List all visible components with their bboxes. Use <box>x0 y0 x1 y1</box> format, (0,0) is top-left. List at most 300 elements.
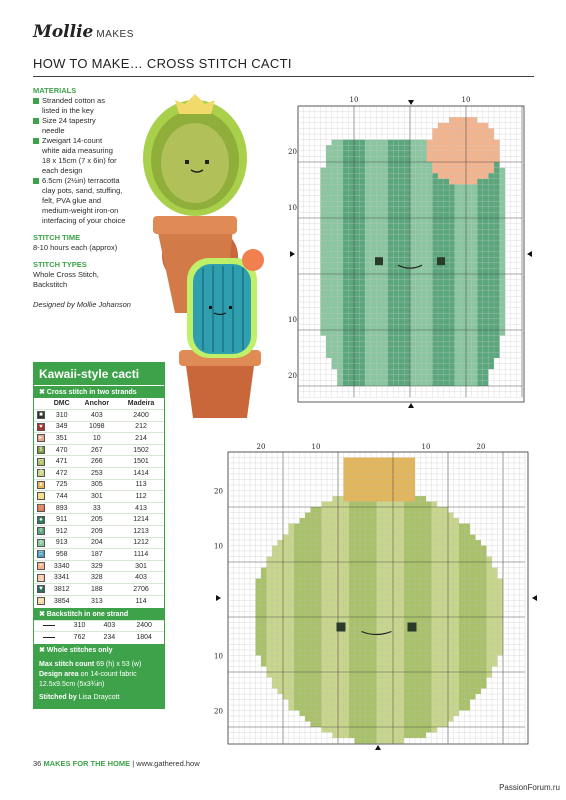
stitch-cell <box>466 285 472 291</box>
stitch-cell <box>477 313 483 319</box>
stitch-cell <box>289 540 295 546</box>
stitch-cell <box>487 579 493 585</box>
stitch-cell <box>427 168 433 174</box>
stitch-cell <box>449 117 455 123</box>
stitch-cell <box>470 656 476 662</box>
stitch-cell <box>377 529 383 535</box>
stitch-cell <box>483 268 489 274</box>
stitch-cell <box>320 240 326 246</box>
stitch-cell <box>320 235 326 241</box>
stitch-cell <box>382 285 388 291</box>
stitch-cell <box>311 639 317 645</box>
stitch-cell <box>438 179 444 185</box>
stitch-cell <box>267 612 273 618</box>
stitch-cell <box>283 579 289 585</box>
stitch-cell <box>365 347 371 353</box>
stitch-cell <box>432 584 438 590</box>
stitch-cell <box>487 584 493 590</box>
stitch-cell <box>371 496 377 502</box>
stitch-cell <box>327 617 333 623</box>
stitch-cell <box>426 568 432 574</box>
cross-stitch-heading: ✖ Cross stitch in two strands <box>34 385 164 398</box>
stitch-cell <box>399 252 405 258</box>
stitch-cell <box>332 140 338 146</box>
stitch-cell <box>305 612 311 618</box>
stitch-cell <box>332 364 338 370</box>
stitch-cell <box>481 573 487 579</box>
stitch-cell <box>316 557 322 563</box>
thread-symbol-icon: ◊ <box>37 527 45 535</box>
stitch-cell <box>305 645 311 651</box>
stitch-cell <box>470 546 476 552</box>
stitch-cell <box>393 145 399 151</box>
stitch-cell <box>476 656 482 662</box>
madeira-cell: 214 <box>118 433 164 445</box>
stitch-cell <box>427 252 433 258</box>
stitch-cell <box>300 700 306 706</box>
stitch-cell <box>382 156 388 162</box>
stitch-cell <box>494 285 500 291</box>
stitch-cell <box>488 336 494 342</box>
stitch-cell <box>327 524 333 530</box>
stitch-cell <box>421 296 427 302</box>
stitch-cell <box>438 140 444 146</box>
stitch-cell <box>365 151 371 157</box>
stitch-cell <box>426 727 432 733</box>
stitch-cell <box>466 252 472 258</box>
stitch-cell <box>366 535 372 541</box>
stitch-cell <box>382 667 388 673</box>
stitch-cell <box>371 224 377 230</box>
stitch-cell <box>488 140 494 146</box>
stitch-cell <box>365 380 371 386</box>
stitch-cell <box>294 601 300 607</box>
stitch-cell <box>300 672 306 678</box>
stitch-cell <box>272 557 278 563</box>
stitch-cell <box>382 313 388 319</box>
stitch-cell <box>349 678 355 684</box>
table-row <box>34 583 164 595</box>
stitch-cell <box>278 557 284 563</box>
stitch-cell <box>472 302 478 308</box>
anchor-cell: 33 <box>76 502 119 514</box>
stitch-cell <box>410 601 416 607</box>
stitch-cell <box>399 246 405 252</box>
stitch-cell <box>382 551 388 557</box>
stitch-cell <box>449 240 455 246</box>
stitch-cell <box>322 606 328 612</box>
stitch-cell <box>399 562 405 568</box>
stitch-cell <box>432 727 438 733</box>
stitch-cell <box>371 358 377 364</box>
stitch-cell <box>470 540 476 546</box>
stitch-cell <box>382 529 388 535</box>
stitch-cell <box>349 496 355 502</box>
stitch-cell <box>267 590 273 596</box>
stitch-cell <box>465 590 471 596</box>
stitch-cell <box>360 196 366 202</box>
stitch-cell <box>294 579 300 585</box>
stitch-cell <box>388 568 394 574</box>
stitch-cell <box>344 469 350 475</box>
stitch-cell <box>393 302 399 308</box>
stitch-cell <box>488 352 494 358</box>
stitch-cell <box>399 546 405 552</box>
stitch-cell <box>366 502 372 508</box>
stitch-cell <box>448 678 454 684</box>
stitch-cell <box>410 645 416 651</box>
stitch-cell <box>327 535 333 541</box>
stitch-cell <box>427 246 433 252</box>
stitch-cell <box>399 229 405 235</box>
stitch-cell <box>410 639 416 645</box>
eye-right <box>408 623 417 632</box>
stitch-cell <box>278 584 284 590</box>
stitch-cell <box>477 308 483 314</box>
page-title: HOW TO MAKE… CROSS STITCH CACTI <box>33 56 292 71</box>
stitch-cell <box>466 123 472 129</box>
stitch-cell <box>376 341 382 347</box>
stitch-cell <box>278 667 284 673</box>
stitch-cell <box>404 352 410 358</box>
stitch-cell <box>393 380 399 386</box>
stitch-cell <box>410 661 416 667</box>
stitch-cell <box>466 313 472 319</box>
stitch-cell <box>283 535 289 541</box>
stitch-cell <box>348 308 354 314</box>
stitch-cell <box>360 257 366 263</box>
stitch-cell <box>399 190 405 196</box>
stitch-cell <box>371 229 377 235</box>
thread-symbol-icon: + <box>37 562 45 570</box>
stitch-cell <box>326 201 332 207</box>
stitch-cell <box>376 156 382 162</box>
stitch-cell <box>316 634 322 640</box>
stitch-cell <box>410 229 416 235</box>
stitch-cell <box>399 308 405 314</box>
stitch-cell <box>365 162 371 168</box>
stitch-cell <box>294 639 300 645</box>
stitch-cell <box>472 280 478 286</box>
stitch-cell <box>366 595 372 601</box>
stitch-cell <box>466 263 472 269</box>
stitch-cell <box>492 595 498 601</box>
stitch-cell <box>466 257 472 263</box>
stitch-cell <box>349 650 355 656</box>
stitch-cell <box>333 683 339 689</box>
stitch-cell <box>500 168 506 174</box>
stitch-cell <box>449 145 455 151</box>
stitch-cell <box>460 347 466 353</box>
stitch-cell <box>320 218 326 224</box>
stitch-cell <box>438 268 444 274</box>
stitch-cell <box>365 268 371 274</box>
stitch-cell <box>388 252 394 258</box>
stitch-cell <box>454 628 460 634</box>
stitch-cell <box>393 235 399 241</box>
stitch-cell <box>343 291 349 297</box>
stitch-cell <box>432 364 438 370</box>
stitch-cell <box>371 218 377 224</box>
tick-label: 10 <box>214 652 223 661</box>
stitch-cell <box>272 645 278 651</box>
stitch-cell <box>443 546 449 552</box>
stitch-cell <box>366 678 372 684</box>
stitch-cell <box>376 308 382 314</box>
stitch-cell <box>488 168 494 174</box>
stitch-cell <box>349 540 355 546</box>
stitch-cell <box>483 263 489 269</box>
stitch-cell <box>415 524 421 530</box>
madeira-cell: 1114 <box>118 549 164 561</box>
stitch-cell <box>449 263 455 269</box>
stitch-cell <box>455 364 461 370</box>
stitch-cell <box>454 601 460 607</box>
stitch-cell <box>320 268 326 274</box>
stitch-cell <box>449 341 455 347</box>
stitch-cell <box>267 562 273 568</box>
stitch-cell <box>448 617 454 623</box>
stitch-cell <box>376 173 382 179</box>
stitch-cell <box>366 491 372 497</box>
stitch-cell <box>322 513 328 519</box>
stitch-cell <box>459 590 465 596</box>
stitch-cell <box>426 562 432 568</box>
stitch-cell <box>338 705 344 711</box>
stitch-cell <box>348 285 354 291</box>
stitch-cell <box>488 218 494 224</box>
stitch-cell <box>289 645 295 651</box>
stitch-cell <box>432 557 438 563</box>
stitch-cell <box>416 285 422 291</box>
stitch-cell <box>278 672 284 678</box>
stitch-cell <box>256 590 262 596</box>
stitch-cell <box>332 341 338 347</box>
stitch-cell <box>371 485 377 491</box>
stitch-cell <box>488 324 494 330</box>
stitch-cell <box>476 634 482 640</box>
stitch-cell <box>399 656 405 662</box>
stitch-cell <box>344 656 350 662</box>
stitch-cell <box>459 606 465 612</box>
stitch-cell <box>360 661 366 667</box>
dmc-cell: 958 <box>48 549 76 561</box>
stitch-cell <box>426 650 432 656</box>
stitch-cell <box>426 716 432 722</box>
stitch-cell <box>261 595 267 601</box>
stitch-cell <box>443 540 449 546</box>
stitch-cell <box>333 645 339 651</box>
stitch-cell <box>327 568 333 574</box>
stitch-cell <box>332 285 338 291</box>
stitch-cell <box>494 268 500 274</box>
stitch-cell <box>404 656 410 662</box>
tick-label: 20 <box>214 487 223 496</box>
stitch-cell <box>454 700 460 706</box>
stitch-cell <box>399 601 405 607</box>
stitch-cell <box>459 661 465 667</box>
stitch-cell <box>477 369 483 375</box>
stitch-cell <box>382 573 388 579</box>
stitch-cell <box>399 201 405 207</box>
stitch-cell <box>494 179 500 185</box>
stitch-cell <box>454 518 460 524</box>
stitch-cell <box>492 579 498 585</box>
stitch-cell <box>376 240 382 246</box>
stitch-cell <box>382 590 388 596</box>
stitch-cell <box>366 606 372 612</box>
stitch-cell <box>410 324 416 330</box>
stitch-cell <box>432 246 438 252</box>
stitch-cell <box>283 612 289 618</box>
stitch-cell <box>465 617 471 623</box>
stitch-cell <box>355 491 361 497</box>
stitch-cell <box>371 151 377 157</box>
stitch-cell <box>305 623 311 629</box>
stitch-cell <box>448 579 454 585</box>
stitch-cell <box>432 296 438 302</box>
stitch-cell <box>355 639 361 645</box>
stitch-cell <box>492 612 498 618</box>
stitch-cell <box>393 584 399 590</box>
anchor-cell: 301 <box>76 491 119 503</box>
stitch-cell <box>337 263 343 269</box>
stitch-cell <box>393 352 399 358</box>
stitch-cell <box>388 546 394 552</box>
stitch-cell <box>382 617 388 623</box>
stitch-cell <box>415 650 421 656</box>
stitch-cell <box>393 458 399 464</box>
stitch-cell <box>348 257 354 263</box>
stitch-cell <box>483 330 489 336</box>
stitch-cell <box>449 151 455 157</box>
stitch-cell <box>427 145 433 151</box>
stitch-cell <box>399 330 405 336</box>
stitch-cell <box>377 562 383 568</box>
stitch-cell <box>332 201 338 207</box>
stitch-cell <box>393 274 399 280</box>
stitch-cell <box>300 557 306 563</box>
stitch-cell <box>492 573 498 579</box>
stitch-cell <box>410 463 416 469</box>
stitch-cell <box>376 364 382 370</box>
stitch-cell <box>426 694 432 700</box>
stitch-cell <box>404 612 410 618</box>
stitch-cell <box>382 623 388 629</box>
stitch-cell <box>472 347 478 353</box>
stitch-cell <box>344 551 350 557</box>
stitch-cell <box>393 324 399 330</box>
stitch-cell <box>327 650 333 656</box>
stitch-cell <box>488 229 494 235</box>
whole-stitch-heading: ✖ Whole stitches only <box>34 643 164 656</box>
stitch-cell <box>371 661 377 667</box>
stitch-cell <box>421 240 427 246</box>
table-row <box>34 620 164 632</box>
stitch-cell <box>444 336 450 342</box>
stitch-cell <box>388 369 394 375</box>
stitch-cell <box>382 469 388 475</box>
stitch-cell <box>305 535 311 541</box>
stitch-cell <box>410 491 416 497</box>
stitch-cell <box>500 263 506 269</box>
stitch-cell <box>399 628 405 634</box>
stitch-cell <box>289 667 295 673</box>
stitch-cell <box>492 623 498 629</box>
stitch-cell <box>460 240 466 246</box>
stitch-cell <box>338 518 344 524</box>
stitch-cell <box>421 369 427 375</box>
stitch-cell <box>476 645 482 651</box>
stitch-cell <box>311 513 317 519</box>
stitch-cell <box>410 280 416 286</box>
stitch-cell <box>377 474 383 480</box>
stitch-cell <box>404 319 410 325</box>
stitch-cell <box>410 524 416 530</box>
stitch-cell <box>476 639 482 645</box>
stitch-cell <box>437 573 443 579</box>
stitch-cell <box>432 590 438 596</box>
stitch-cell <box>399 341 405 347</box>
stitch-cell <box>382 540 388 546</box>
stitch-cell <box>355 502 361 508</box>
stitch-cell <box>415 733 421 739</box>
stitch-cell <box>354 156 360 162</box>
stitch-cell <box>432 502 438 508</box>
stitch-cell <box>272 601 278 607</box>
stitch-cell <box>355 463 361 469</box>
stitch-cell <box>454 634 460 640</box>
stitch-cell <box>316 694 322 700</box>
stitch-cell <box>437 595 443 601</box>
stitch-cell <box>360 694 366 700</box>
stitch-cell <box>343 145 349 151</box>
stitch-cell <box>416 218 422 224</box>
stitch-cell <box>500 324 506 330</box>
stitch-cell <box>326 274 332 280</box>
stitch-cell <box>371 491 377 497</box>
stitch-cell <box>393 568 399 574</box>
stitch-cell <box>470 601 476 607</box>
stitch-cell <box>388 639 394 645</box>
stitch-cell <box>494 280 500 286</box>
anchor-cell: 267 <box>76 444 119 456</box>
stitch-cell <box>410 727 416 733</box>
stitch-cell <box>448 656 454 662</box>
stitch-cell <box>393 738 399 744</box>
stitch-cell <box>305 667 311 673</box>
stitch-cell <box>360 513 366 519</box>
stitch-cell <box>382 689 388 695</box>
stitch-cell <box>399 212 405 218</box>
stitch-cell <box>454 590 460 596</box>
stitch-cell <box>454 667 460 673</box>
stitch-cell <box>382 296 388 302</box>
stitch-cell <box>476 590 482 596</box>
stitch-cell <box>289 535 295 541</box>
stitch-cell <box>366 480 372 486</box>
stitch-cell <box>320 302 326 308</box>
stitch-cell <box>426 612 432 618</box>
stitch-cell <box>371 179 377 185</box>
stitch-cell <box>366 485 372 491</box>
stitch-cell <box>382 240 388 246</box>
thread-key <box>33 362 165 709</box>
stitch-cell <box>388 656 394 662</box>
stitch-cell <box>338 661 344 667</box>
stitch-cell <box>466 134 472 140</box>
madeira-cell: 1804 <box>124 632 164 644</box>
